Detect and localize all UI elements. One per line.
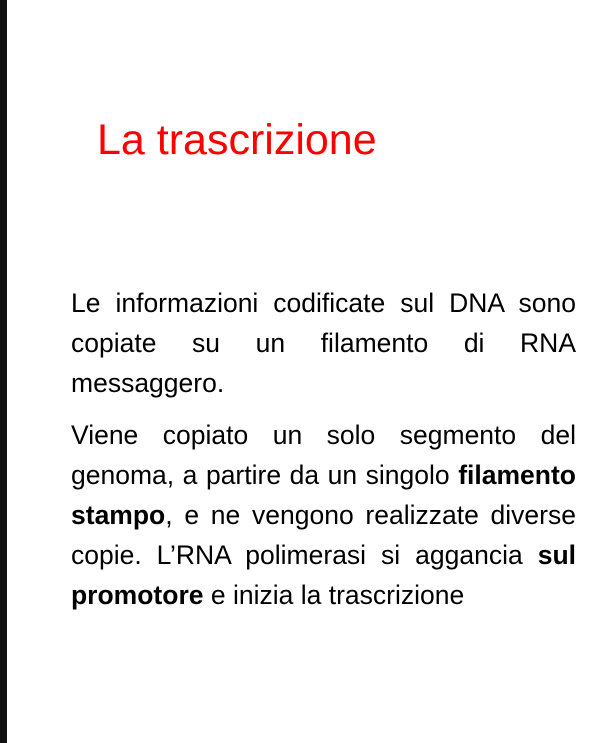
slide-title: La trascrizione bbox=[97, 116, 377, 164]
left-edge-bar bbox=[0, 0, 7, 743]
paragraph-dna-copy: Le informazioni codificate sul DNA sono copiate su un filamento di RNA messaggero. bbox=[71, 288, 576, 398]
paragraph-transcription-detail bbox=[71, 415, 576, 615]
paragraph-text-part2: , e ne vengono realizzate diverse copie. L’RNA polimerasi si aggancia bbox=[71, 500, 576, 570]
paragraph-text-part1: Viene copiato un solo segmento del genoma, a partire da un singolo bbox=[71, 420, 576, 490]
paragraph-text-part3: e inizia la trascrizione bbox=[203, 580, 465, 610]
slide-body bbox=[71, 283, 576, 615]
term-sul-promotore: sul promotore bbox=[71, 540, 576, 610]
term-filamento-stampo: filamento stampo bbox=[71, 460, 576, 530]
